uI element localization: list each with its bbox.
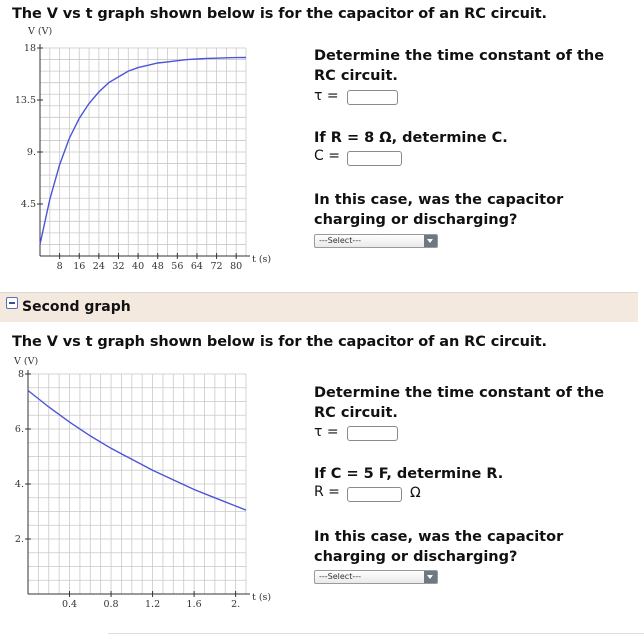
tau-label — [314, 88, 339, 108]
question-time-constant: Determine the time constant of the RC circuit. — [314, 48, 605, 84]
chart-2-svg — [0, 354, 300, 610]
y-tick-label: 9. — [26, 147, 36, 158]
problem-heading: The V vs t graph shown below is for the capacitor of an RC circuit. — [12, 6, 547, 22]
capacitance-input[interactable] — [347, 151, 402, 166]
y-tick-label: 18 — [23, 43, 36, 54]
x-tick-label: 64 — [190, 261, 203, 272]
question-charging-mode: In this case, was the capacitor charging or discharging? — [314, 529, 564, 565]
x-tick-label: 80 — [230, 261, 243, 272]
problem-section-1 — [0, 0, 644, 292]
x-tick-label: 1.6 — [186, 599, 202, 610]
x-tick-label: 1.2 — [145, 599, 161, 610]
tau-symbol: τ = — [314, 88, 339, 104]
question-time-constant: Determine the time constant of the RC circuit. — [314, 385, 605, 421]
problem-section-2 — [0, 322, 644, 639]
tau-input-1[interactable] — [347, 90, 398, 105]
x-tick-label: 0.4 — [61, 599, 78, 610]
x-tick-label: 8 — [56, 261, 63, 272]
resistance-unit: Ω — [410, 485, 421, 501]
section-title: Second graph — [22, 299, 131, 315]
charging-select-1[interactable] — [314, 234, 438, 248]
footer-divider — [108, 633, 644, 634]
x-tick-label: 16 — [73, 261, 86, 272]
x-tick-label: 56 — [171, 261, 184, 272]
x-tick-label: 24 — [92, 261, 105, 272]
x-tick-label: 72 — [210, 261, 223, 272]
x-tick-label: 48 — [151, 261, 164, 272]
tau-input-2[interactable] — [347, 426, 398, 441]
y-axis-label: V (V) — [14, 356, 39, 367]
select-value: ---Select--- — [319, 236, 361, 245]
y-tick-label: 4.5 — [20, 199, 36, 210]
y-tick-label: 2. — [14, 534, 24, 545]
problem-heading: The V vs t graph shown below is for the capacitor of an RC circuit. — [12, 334, 547, 350]
x-tick-label: 32 — [112, 261, 125, 272]
y-tick-label: 6. — [14, 424, 24, 435]
resistance-symbol: R = — [314, 484, 340, 500]
resistance-input[interactable] — [347, 487, 402, 502]
section-header-bar — [0, 292, 638, 323]
charging-select-2[interactable] — [314, 570, 438, 584]
question-resistance: If C = 5 F, determine R. — [314, 466, 504, 482]
y-axis-label: V (V) — [28, 26, 53, 37]
capacitance-label — [314, 148, 340, 168]
series-line — [40, 58, 246, 245]
y-tick-label: 13.5 — [14, 95, 36, 106]
resistance-label — [314, 484, 340, 504]
capacitance-symbol: C = — [314, 148, 340, 164]
chart-1-svg — [0, 24, 300, 272]
x-tick-label: 0.8 — [103, 599, 119, 610]
x-tick-label: 2. — [231, 599, 241, 610]
question-charging-mode: In this case, was the capacitor charging or discharging? — [314, 192, 564, 228]
chevron-down-icon — [424, 571, 437, 583]
question-capacitance: If R = 8 Ω, determine C. — [314, 130, 508, 146]
collapse-icon[interactable] — [6, 297, 18, 309]
tau-label — [314, 424, 339, 444]
y-tick-label: 4. — [14, 479, 24, 490]
chevron-down-icon — [424, 235, 437, 247]
tau-symbol: τ = — [314, 424, 339, 440]
x-tick-label: 40 — [132, 261, 145, 272]
x-axis-label: t (s) — [252, 254, 272, 265]
series-line — [28, 391, 246, 511]
chart-2 — [0, 354, 300, 610]
y-tick-label: 8 — [17, 369, 24, 380]
select-value: ---Select--- — [319, 572, 361, 581]
x-axis-label: t (s) — [252, 592, 272, 603]
chart-1 — [0, 24, 300, 272]
